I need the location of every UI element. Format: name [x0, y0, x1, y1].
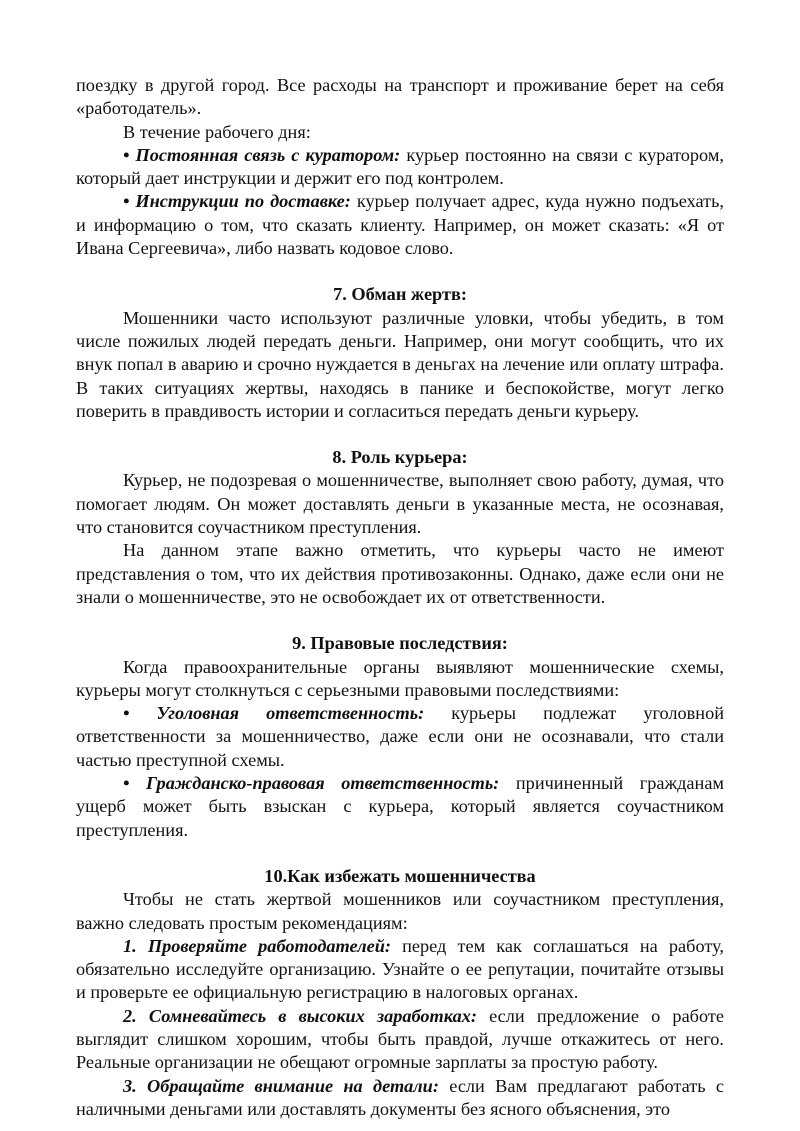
paragraph-avoid-intro: Чтобы не стать жертвой мошенников или соучастником преступления, важно следовать простым рекомендациям: [76, 889, 724, 933]
bullet-curator-contact [76, 144, 724, 191]
tip-attention-details [76, 1075, 724, 1122]
bullet-text: причиненный гражданам ущерб может быть взыскан с курьера, который является соучастником преступления. [76, 773, 724, 840]
document-page [76, 74, 724, 1121]
paragraph-legal-intro: Когда правоохранительные органы выявляют мошеннические схемы, курьеры могут столкнуться с серьезными правовыми последствиями: [76, 656, 724, 700]
section-heading-9: 9. Правовые последствия: [292, 633, 508, 654]
paragraph-victim-deception: Мошенники часто используют различные уловки, чтобы убедить, в том числе пожилых людей передать деньги. Например, они могут сообщить, что их внук попал в аварию и срочно нуждается в деньгах на лечение или оплату штрафа. В таких ситуациях жертвы, находясь в панике и беспокойстве, могут легко поверить в правдивость истории и согласиться передать деньги курьеру. [76, 307, 724, 421]
bullet-text: курьеры подлежат уголовной ответственности за мошенничество, даже если они не осознавали, что стали частью преступной схемы. [76, 703, 725, 770]
tip-lead: 1. Проверяйте работодателей: [123, 935, 391, 956]
bullet-text: курьер получает адрес, куда нужно подъехать, и информацию о том, что сказать клиенту. Например, он может сказать: «Я от Ивана Сергеевича», либо назвать кодовое слово. [76, 191, 725, 259]
paragraph-courier-role: Курьер, не подозревая о мошенничестве, выполняет свою работу, думая, что помогает людям. Он может доставлять деньги в указанные места, не осознавая, что становится соучастником преступления. [76, 470, 724, 538]
tip-lead: 3. Обращайте внимание на детали: [123, 1075, 439, 1096]
bullet-text: курьер постоянно на связи с куратором, который дает инструкции и держит его под контролем. [76, 144, 724, 189]
tip-text: если предложение о работе выглядит слишком хорошим, чтобы быть правдой, лучше откажитесь от него. Реальные организации не обещают огромные зарплаты за простую работу. [76, 1005, 724, 1073]
paragraph-workday: В течение рабочего дня: [123, 121, 311, 142]
section-heading-8: 8. Роль курьера: [332, 447, 468, 468]
paragraph-courier-awareness: На данном этапе важно отметить, что курьеры часто не имеют представления о том, что их действия противозаконны. Однако, даже если они не знали о мошенничестве, это не освобождает их от ответственности. [76, 540, 724, 607]
section-heading-7: 7. Обман жертв: [333, 284, 467, 305]
bullet-lead: • Постоянная связь с куратором: [123, 144, 401, 165]
bullet-lead: • Уголовная ответственность: [123, 703, 425, 724]
tip-text: если Вам предлагают работать с наличными деньгами или доставлять документы без ясного объяснения, это [76, 1075, 725, 1119]
section-heading-10: 10.Как избежать мошенничества [264, 865, 536, 886]
paragraph-intro-continuation: поездку в другой город. Все расходы на транспорт и проживание берет на себя «работодатель». [76, 75, 724, 119]
tip-check-employers [76, 935, 724, 1005]
tip-lead: 2. Сомневайтесь в высоких заработках: [123, 1005, 477, 1026]
tip-text: перед тем как соглашаться на работу, обязательно исследуйте организацию. Узнайте о ее репутации, почитайте отзывы и проверьте ее официальную регистрацию в налоговых органах. [76, 935, 724, 1003]
bullet-lead: • Гражданско-правовая ответственность: [123, 773, 500, 794]
bullet-delivery-instructions [76, 190, 724, 260]
bullet-civil-liability [76, 772, 724, 842]
bullet-criminal-liability [76, 702, 724, 772]
bullet-lead: • Инструкции по доставке: [123, 191, 351, 212]
tip-doubt-high-earnings [76, 1005, 724, 1075]
